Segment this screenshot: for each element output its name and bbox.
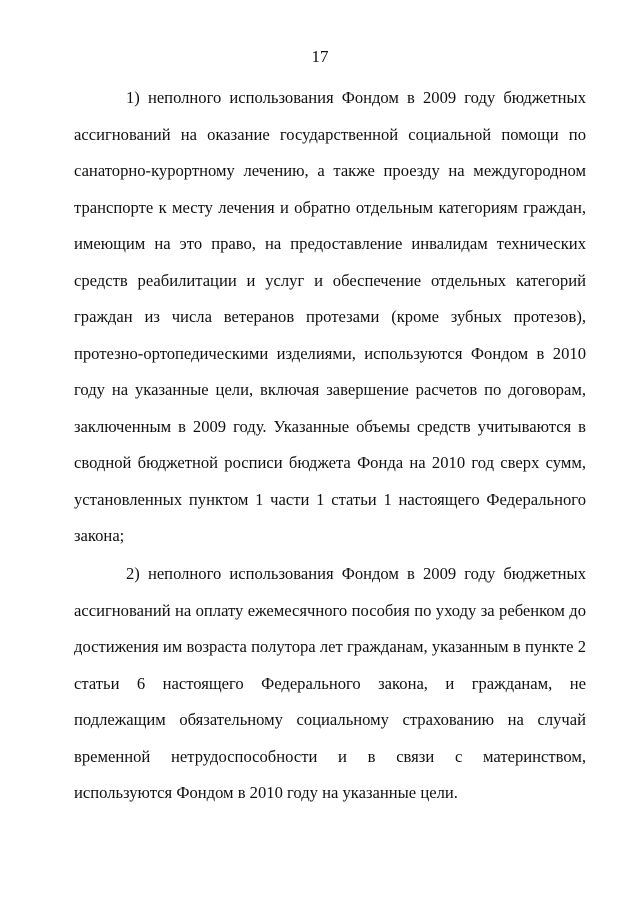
page-number: 17	[311, 47, 329, 66]
paragraph-1: 1) неполного использования Фондом в 2009 году бюджетных ассигнований на оказание государственной социальной помощи по санаторно-курортному лечению, а также проезду на междугородном транспорте к месту лечения и обратно отдельным категориям граждан, имеющим на это право, на предоставление инвалидам технических средств реабилитации и услуг и обеспечение отдельных категорий граждан из числа ветеранов протезами (кроме зубных протезов), протезно-ортопедическими изделиями, используются Фондом в 2010 году на указанные цели, включая завершение расчетов по договорам, заключенным в 2009 году. Указанные объемы средств учитываются в сводной бюджетной росписи бюджета Фонда на 2010 год сверх сумм, установленных пунктом 1 части 1 статьи 1 настоящего Федерального закона;	[74, 88, 586, 545]
paragraph-2: 2) неполного использования Фондом в 2009 году бюджетных ассигнований на оплату ежемесячного пособия по уходу за ребенком до достижения им возраста полутора лет гражданам, указанным в пункте 2 статьи 6 настоящего Федерального закона, и гражданам, не подлежащим обязательному социальному страхованию на случай временной нетрудоспособности и в связи с материнством, используются Фондом в 2010 году на указанные цели.	[74, 564, 586, 802]
